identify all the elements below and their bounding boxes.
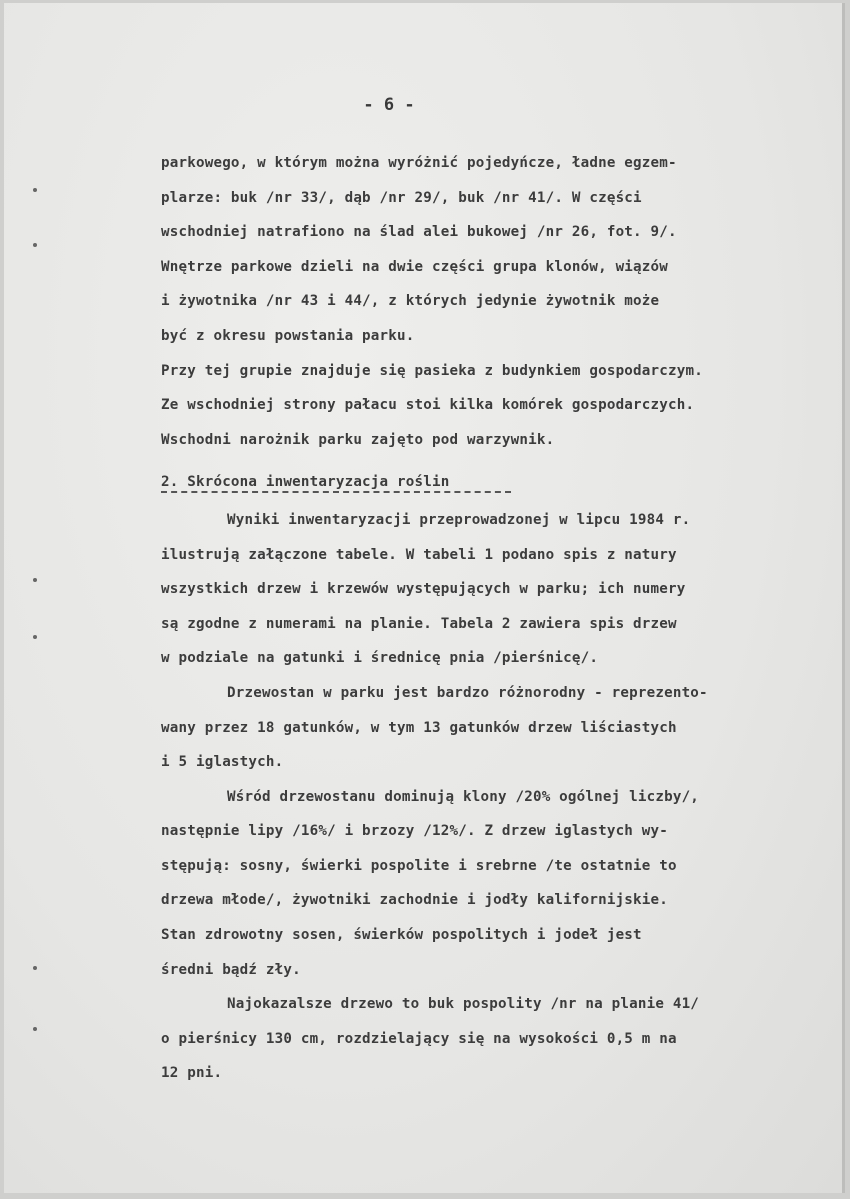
margin-punch-mark [33,966,37,970]
text-line: ilustrują załączone tabele. W tabeli 1 podano spis z natury [161,546,677,563]
text-line: o pierśnicy 130 cm, rozdzielający się na wysokości 0,5 m na [161,1030,677,1047]
text-line: plarze: buk /nr 33/, dąb /nr 29/, buk /nr 41/. W części [161,189,642,206]
text-line: są zgodne z numerami na planie. Tabela 2 zawiera spis drzew [161,615,677,632]
text-line: Ze wschodniej strony pałacu stoi kilka komórek gospodarczych. [161,397,695,414]
document-page [4,3,845,1193]
margin-punch-mark [33,188,37,192]
paragraph-inventory-results [161,503,841,676]
text-line: Drzewostan w parku jest bardzo różnorodny - reprezento- [227,684,708,701]
paragraph-park-interior [161,146,841,354]
text-line: Wnętrze parkowe dzieli na dwie części grupa klonów, wiązów [161,258,669,275]
text-line: Najokazalsze drzewo to buk pospolity /nr na planie 41/ [227,996,700,1013]
paragraph-buildings [161,354,841,458]
text-line: stępują: sosny, świerki pospolite i srebrne /te ostatnie to [161,857,677,874]
text-line: Stan zdrowotny sosen, świerków pospolitych i jodeł jest [161,927,642,944]
page-number: - 6 - [363,95,415,115]
text-line: w podziale na gatunki i średnicę pnia /pierśnicę/. [161,650,599,667]
paragraph-dominant-species [161,780,841,988]
text-line: średni bądź zły. [161,961,301,978]
text-line: następnie lipy /16%/ i brzozy /12%/. Z drzew iglastych wy- [161,823,669,840]
margin-punch-mark [33,1027,37,1031]
document-body [161,146,841,1091]
text-line: Przy tej grupie znajduje się pasieka z budynkiem gospodarczym. [161,362,703,379]
text-line: i żywotnika /nr 43 i 44/, z których jedynie żywotnik może [161,293,660,310]
text-line: Wśród drzewostanu dominują klony /20% ogólnej liczby/, [227,788,700,805]
text-line: Wschodni narożnik parku zajęto pod warzywnik. [161,431,555,448]
margin-punch-mark [33,635,37,639]
text-line: Wyniki inwentaryzacji przeprowadzonej w lipcu 1984 r. [227,511,691,528]
text-line: 12 pni. [161,1065,223,1082]
text-line: być z okresu powstania parku. [161,327,415,344]
section-heading: 2. Skrócona inwentaryzacja roślin [161,474,450,491]
text-line: i 5 iglastych. [161,754,284,771]
margin-punch-mark [33,243,37,247]
paragraph-largest-tree [161,987,841,1091]
text-line: wany przez 18 gatunków, w tym 13 gatunków drzew liściastych [161,719,677,736]
text-line: wszystkich drzew i krzewów występujących w parku; ich numery [161,581,686,598]
paragraph-tree-stand [161,676,841,780]
margin-punch-mark [33,578,37,582]
text-line: wschodniej natrafiono na ślad alei bukowej /nr 26, fot. 9/. [161,224,677,241]
text-line: parkowego, w którym można wyróżnić pojedyńcze, ładne egzem- [161,155,677,171]
text-line: drzewa młode/, żywotniki zachodnie i jodły kalifornijskie. [161,892,669,909]
